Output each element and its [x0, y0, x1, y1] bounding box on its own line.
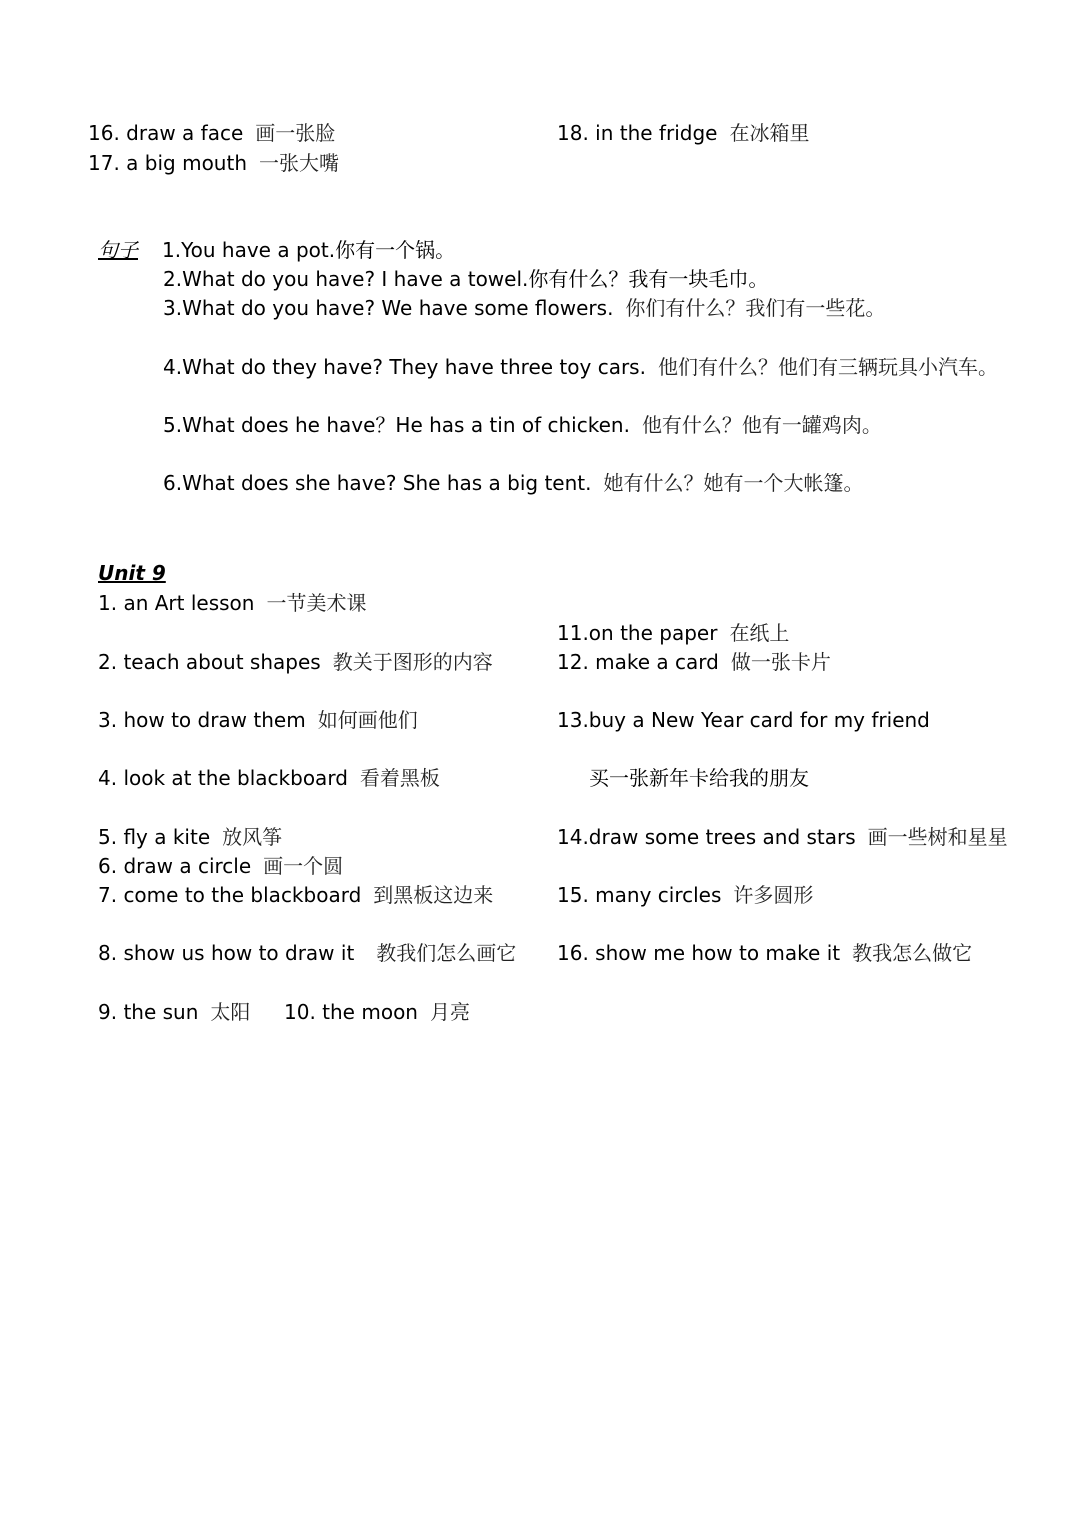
phrase-17 — [88, 150, 339, 176]
sentence-5 — [163, 412, 882, 438]
unit9-item-13 — [557, 707, 930, 733]
unit9-item-13-translation — [589, 765, 809, 791]
unit9-item-16 — [557, 940, 972, 966]
unit9-item-3 — [98, 707, 418, 733]
unit9-item-7 — [98, 882, 493, 908]
item-en: 4. look at the blackboard — [98, 766, 348, 790]
item-en: 10. the moon — [284, 1000, 418, 1024]
item-zh: 买一张新年卡给我的朋友 — [589, 766, 809, 790]
sentence-3 — [163, 295, 885, 321]
phrase-zh: 在冰箱里 — [729, 121, 810, 145]
sentence-zh: 他有什么？他有一罐鸡肉。 — [641, 413, 882, 437]
unit9-item-12 — [557, 649, 831, 675]
sentence-zh: 她有什么？她有一个大帐篷。 — [603, 471, 864, 495]
unit9-item-6 — [98, 853, 343, 879]
sentences-label: 句子 — [98, 238, 138, 262]
item-en: 13.buy a New Year card for my friend — [557, 708, 930, 732]
unit9-item-15 — [557, 882, 813, 908]
unit9-item-1 — [98, 590, 366, 616]
unit-heading: Unit 9 — [98, 561, 166, 585]
phrase-zh: 画一张脸 — [255, 121, 336, 145]
item-en: 5. fly a kite — [98, 825, 211, 849]
item-zh: 在纸上 — [729, 621, 790, 645]
unit9-item-9 — [98, 999, 250, 1025]
item-en: 7. come to the blackboard — [98, 883, 362, 907]
unit9-item-14 — [557, 824, 1008, 850]
sentence-6 — [163, 470, 864, 496]
unit9-item-2 — [98, 649, 493, 675]
item-en: 15. many circles — [557, 883, 722, 907]
item-zh: 月亮 — [429, 1000, 470, 1024]
item-en: 16. show me how to make it — [557, 941, 841, 965]
phrase-zh: 一张大嘴 — [259, 151, 339, 175]
sentence-zh: 你有一个锅。 — [335, 238, 456, 262]
item-zh: 太阳 — [210, 1000, 251, 1024]
sentence-zh: 你们有什么？我们有一些花。 — [625, 296, 886, 320]
sentence-en: 6.What does she have? She has a big tent. — [163, 471, 592, 495]
item-en: 12. make a card — [557, 650, 719, 674]
item-zh: 画一个圆 — [263, 854, 344, 878]
item-en: 9. the sun — [98, 1000, 199, 1024]
phrase-en: 16. draw a face — [88, 121, 244, 145]
item-en: 3. how to draw them — [98, 708, 306, 732]
phrase-18 — [557, 120, 809, 146]
sentence-en: 4.What do they have? They have three toy cars. — [163, 355, 646, 379]
item-zh: 到黑板这边来 — [373, 883, 494, 907]
sentence-en: 1.You have a pot. — [162, 238, 336, 262]
unit9-item-4 — [98, 765, 440, 791]
sentence-en: 2.What do you have? I have a towel. — [163, 267, 529, 291]
item-zh: 教我们怎么画它 — [376, 941, 517, 965]
item-zh: 画一些树和星星 — [867, 825, 1008, 849]
item-zh: 一节美术课 — [266, 591, 367, 615]
item-zh: 许多圆形 — [733, 883, 814, 907]
sentence-1 — [98, 237, 455, 263]
sentence-zh: 你有什么？我有一块毛巾。 — [528, 267, 769, 291]
sentence-2 — [163, 266, 768, 292]
unit9-item-10 — [284, 999, 470, 1025]
sentence-en: 3.What do you have? We have some flowers. — [163, 296, 614, 320]
item-en: 14.draw some trees and stars — [557, 825, 856, 849]
item-zh: 放风筝 — [222, 825, 283, 849]
item-zh: 看着黑板 — [359, 766, 440, 790]
phrase-en: 17. a big mouth — [88, 151, 247, 175]
unit9-item-11 — [557, 620, 789, 646]
item-en: 6. draw a circle — [98, 854, 252, 878]
phrase-16 — [88, 120, 335, 146]
unit9-item-8 — [98, 940, 516, 966]
item-zh: 做一张卡片 — [730, 650, 831, 674]
sentence-zh: 他们有什么？他们有三辆玩具小汽车。 — [657, 355, 998, 379]
item-zh: 教我怎么做它 — [852, 941, 973, 965]
sentence-en: 5.What does he have？He has a tin of chicken. — [163, 413, 630, 437]
sentence-4 — [163, 354, 998, 380]
item-zh: 教关于图形的内容 — [332, 650, 493, 674]
item-en: 8. show us how to draw it — [98, 941, 355, 965]
item-zh: 如何画他们 — [317, 708, 418, 732]
item-en: 11.on the paper — [557, 621, 718, 645]
phrase-en: 18. in the fridge — [557, 121, 718, 145]
item-en: 1. an Art lesson — [98, 591, 255, 615]
unit9-item-5 — [98, 824, 282, 850]
item-en: 2. teach about shapes — [98, 650, 321, 674]
